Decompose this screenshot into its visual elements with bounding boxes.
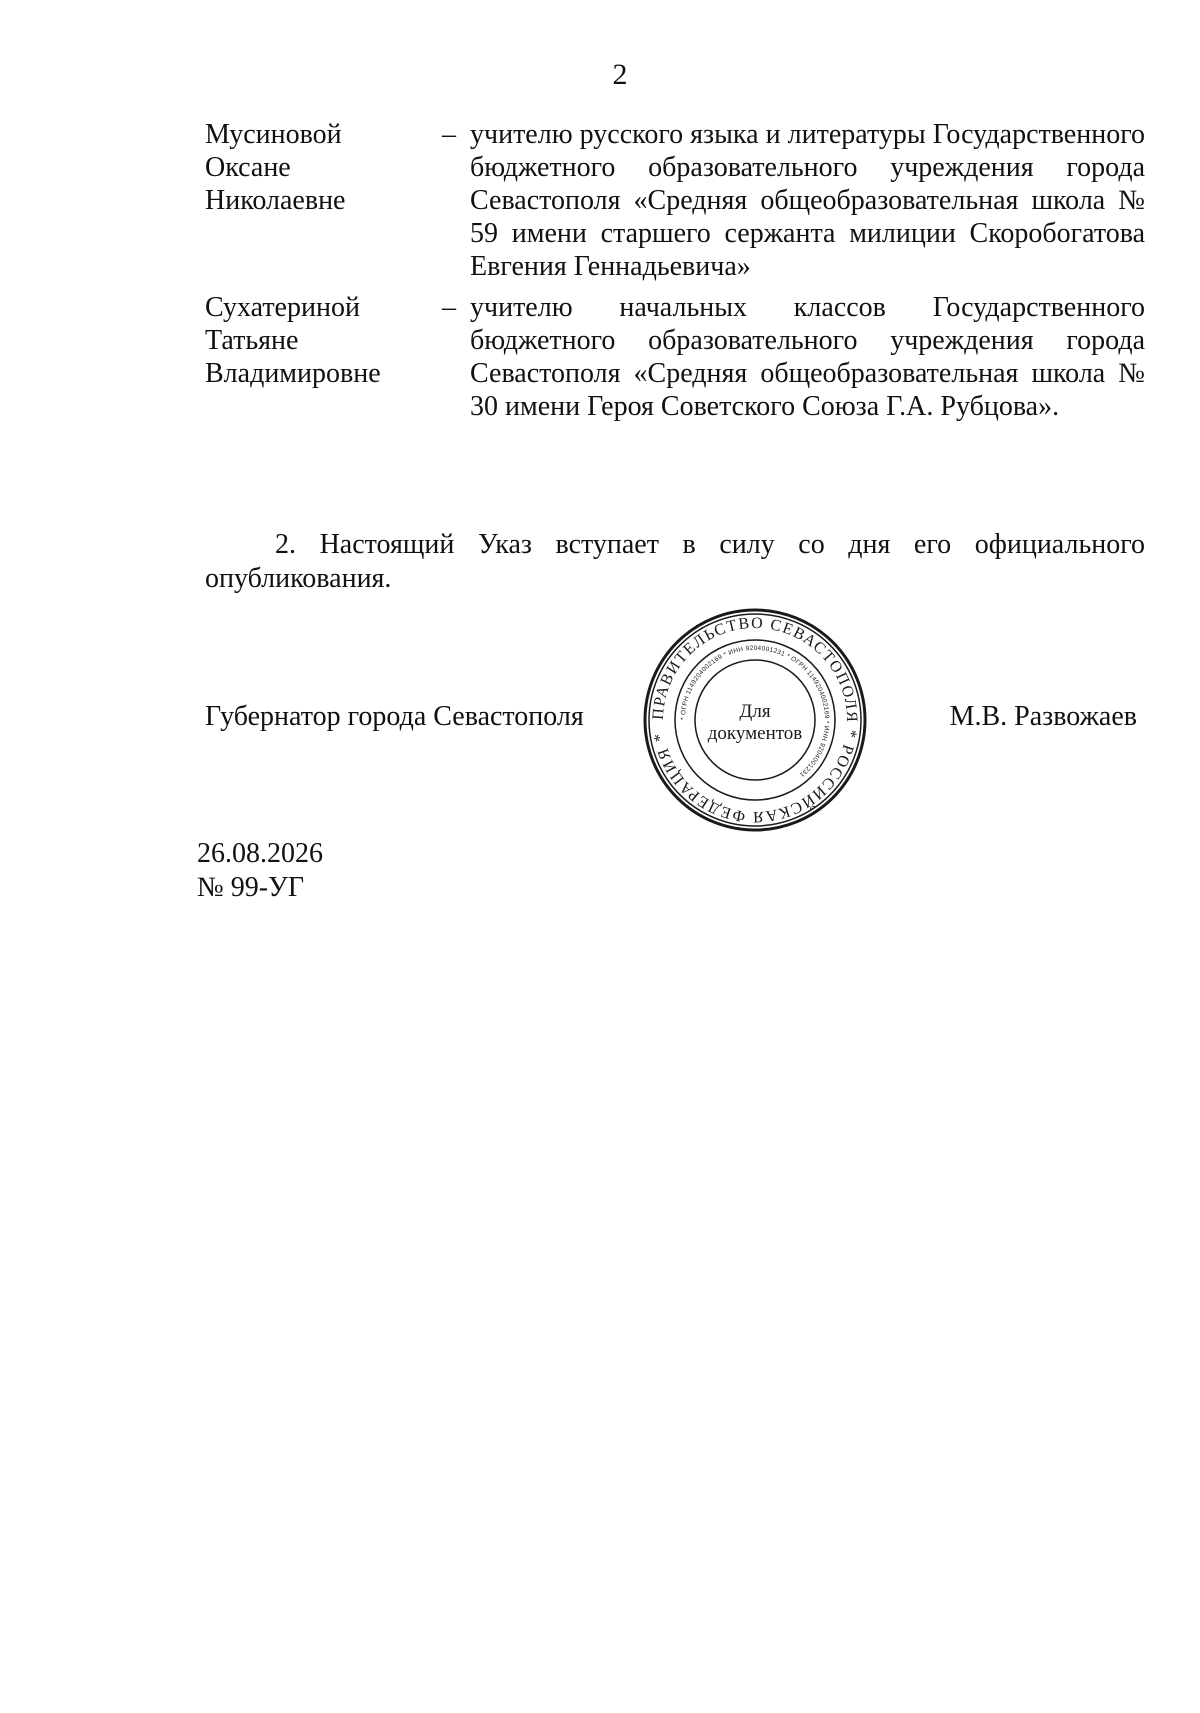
seal-inner-text: * ОГРН 1149204002169 * ИНН 9204001231 * ОГРН 1149204002169 * ИНН 9204001231	[679, 644, 831, 779]
awardee-description: учителю русского языка и литературы Государственного бюджетного образовательного учреждения города Севастополя «Средняя общеобразовательная школа № 59 имени старшего сержанта милиции Скоробогатова Евгения Геннадьевича»	[470, 119, 1145, 282]
page-number: 2	[612, 58, 628, 91]
awardee-name-line: Владимировне	[205, 358, 381, 389]
awardee-name-line: Николаевне	[205, 185, 346, 216]
seal-center-line: документов	[707, 723, 803, 744]
awardee-dash: –	[442, 292, 456, 323]
awardee-entry	[205, 291, 1145, 423]
document-date-number	[197, 837, 323, 905]
awardee-name-line: Мусиновой	[205, 119, 342, 150]
signer-title: Губернатор города Севастополя	[205, 701, 584, 732]
awardee-dash: –	[442, 119, 456, 150]
awardee-description: учителю начальных классов Государственного бюджетного образовательного учреждения города Севастополя «Средняя общеобразовательная школа № 30 имени Героя Советского Союза Г.А. Рубцова».	[470, 292, 1145, 422]
clause-effective-date: 2. Настоящий Указ вступает в силу со дня его официального опубликования.	[205, 529, 1145, 594]
awardee-name	[205, 118, 420, 283]
awardee-name-line: Сухатериной	[205, 292, 360, 323]
awardee-entry	[205, 118, 1145, 283]
document-number: № 99-УГ	[197, 872, 305, 903]
document-date: 26.08.2026	[197, 838, 323, 869]
seal-center-line: Для	[739, 701, 771, 722]
awardee-list	[205, 118, 1145, 423]
seal-outer-text: ПРАВИТЕЛЬСТВО СЕВАСТОПОЛЯ * РОССИЙСКАЯ ФЕДЕРАЦИЯ *	[649, 614, 861, 826]
signer-name: М.В. Развожаев	[949, 701, 1137, 732]
awardee-name-line: Татьяне	[205, 325, 299, 356]
awardee-name-line: Оксане	[205, 152, 291, 183]
official-seal-icon	[640, 605, 870, 835]
awardee-name	[205, 291, 420, 423]
